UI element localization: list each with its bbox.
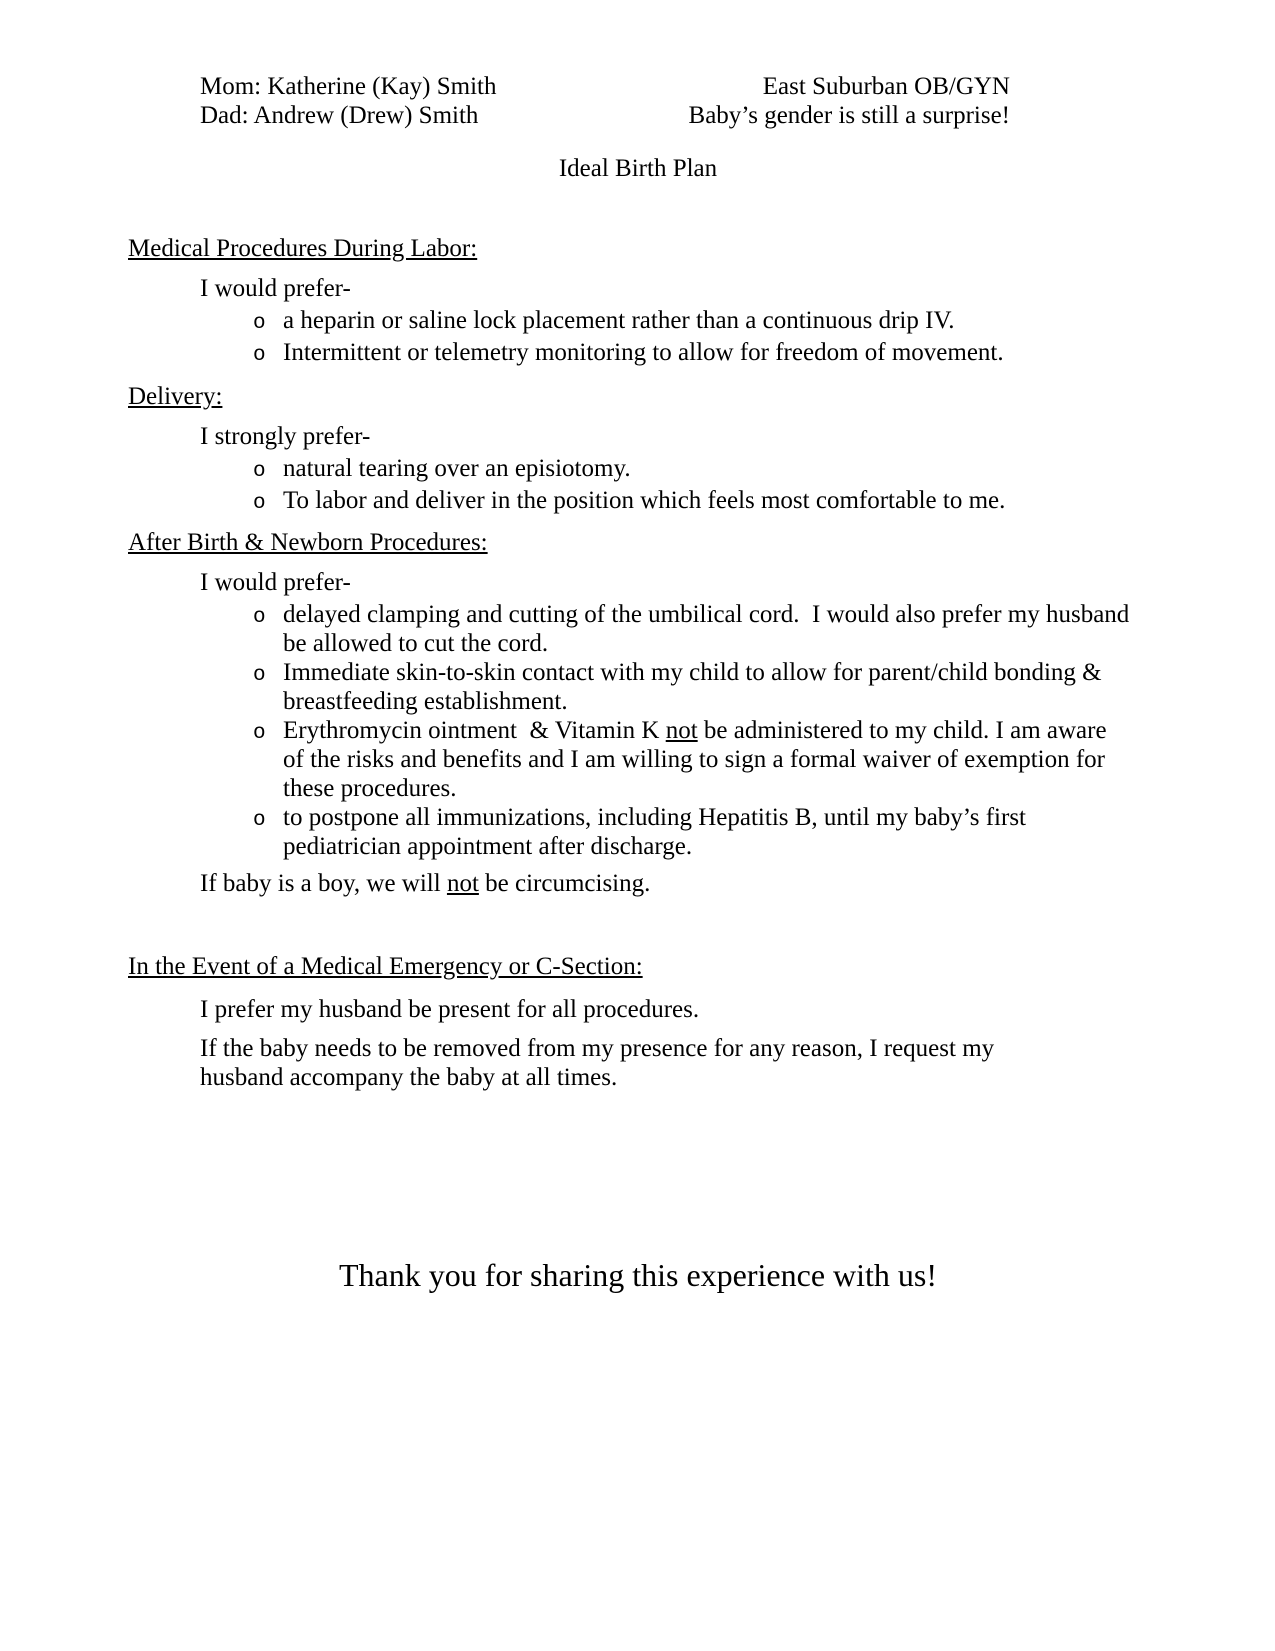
bullet-text: delayed clamping and cutting of the umbilical cord. I would also prefer my husband be allowed to cut the cord.	[283, 601, 1136, 657]
list-item	[253, 454, 1148, 486]
circle-bullet-icon: o	[253, 664, 266, 687]
emergency-paragraph-2: If the baby needs to be removed from my presence for any reason, I request my husband accompany the baby at all times.	[200, 1035, 995, 1091]
list-item	[253, 306, 1148, 338]
bullet-text: natural tearing over an episiotomy.	[283, 455, 631, 482]
list-item	[253, 716, 1148, 803]
list-item	[253, 338, 1148, 370]
mom-line: Mom: Katherine (Kay) Smith	[200, 73, 497, 100]
document-title: Ideal Birth Plan	[558, 155, 718, 182]
thank-you-line: Thank you for sharing this experience with us!	[338, 1257, 938, 1293]
document-header	[128, 72, 1148, 130]
bullet-text	[283, 716, 1133, 803]
parents-block	[200, 72, 496, 130]
list-item	[253, 486, 1148, 518]
section-heading-emergency: In the Event of a Medical Emergency or C-Section:	[128, 953, 643, 980]
note-pre: If baby is a boy, we will	[200, 870, 447, 897]
circle-bullet-icon: o	[253, 722, 266, 745]
bullet-text: Immediate skin-to-skin contact with my child to allow for parent/child bonding & breastfeeding establishment.	[283, 659, 1108, 715]
underlined-not: not	[665, 717, 698, 744]
after-birth-intro: I would prefer-	[200, 569, 351, 596]
bullet-text: to postpone all immunizations, including Hepatitis B, until my baby’s first pediatrician appointment after discharge.	[283, 804, 1033, 860]
circle-bullet-icon: o	[253, 460, 266, 483]
circle-bullet-icon: o	[253, 809, 266, 832]
circumcision-note	[200, 869, 1148, 898]
dad-line: Dad: Andrew (Drew) Smith	[200, 102, 479, 129]
clinic-name: East Suburban OB/GYN	[762, 73, 1010, 100]
after-birth-bullet-list	[253, 600, 1148, 861]
note-post: be circumcising.	[478, 870, 651, 897]
circle-bullet-icon: o	[253, 606, 266, 629]
bullet-text-post: be administered to my child. I am aware of the risks and benefits and I am willing to sign a formal waiver of exemption for these procedures.	[283, 717, 1113, 802]
underlined-not: not	[446, 870, 479, 897]
labor-bullet-list	[253, 306, 1148, 370]
emergency-paragraph-1: I prefer my husband be present for all procedures.	[200, 996, 700, 1023]
section-heading-after-birth: After Birth & Newborn Procedures:	[128, 529, 488, 556]
delivery-intro: I strongly prefer-	[200, 423, 371, 450]
section-heading-delivery: Delivery:	[128, 383, 223, 410]
circle-bullet-icon: o	[253, 344, 266, 367]
list-item	[253, 803, 1148, 861]
list-item	[253, 600, 1148, 658]
bullet-text: To labor and deliver in the position which feels most comfortable to me.	[283, 487, 1006, 514]
delivery-bullet-list	[253, 454, 1148, 518]
bullet-text: Intermittent or telemetry monitoring to allow for freedom of movement.	[283, 339, 1004, 366]
circle-bullet-icon: o	[253, 492, 266, 515]
circle-bullet-icon: o	[253, 312, 266, 335]
gender-note: Baby’s gender is still a surprise!	[688, 102, 1010, 129]
bullet-text: a heparin or saline lock placement rather than a continuous drip IV.	[283, 307, 955, 334]
list-item	[253, 658, 1148, 716]
section-heading-labor: Medical Procedures During Labor:	[128, 235, 478, 262]
labor-intro: I would prefer-	[200, 275, 351, 302]
bullet-text-pre: Erythromycin ointment & Vitamin K	[283, 717, 666, 744]
clinic-block	[689, 72, 1010, 130]
